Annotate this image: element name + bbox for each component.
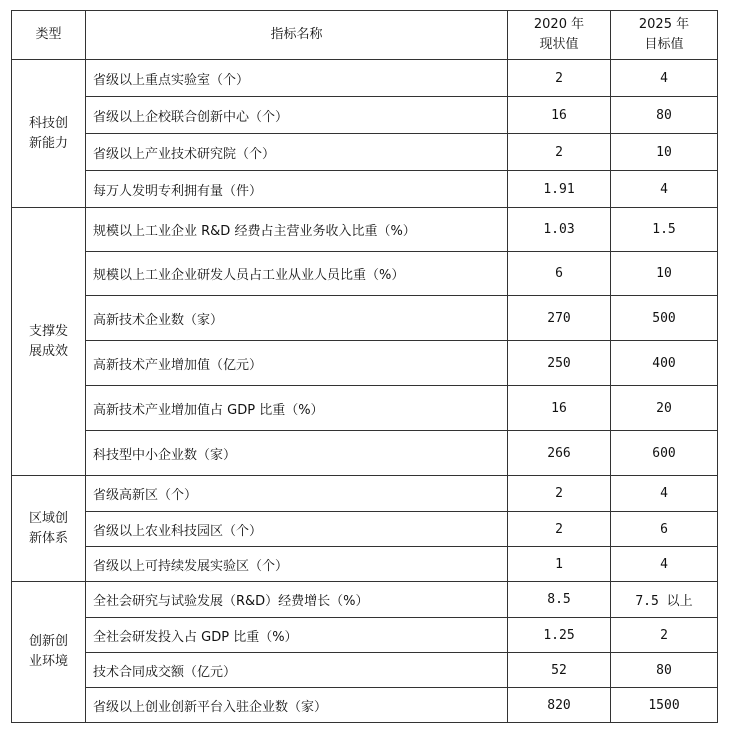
value-2025: 10 (611, 252, 718, 296)
value-2020: 16 (508, 386, 611, 431)
table-row (12, 386, 718, 431)
indicator-name: 高新技术企业数（家） (86, 296, 508, 341)
category-label-line1: 科技创 (28, 115, 68, 131)
value-2020: 820 (508, 688, 611, 723)
indicator-name: 省级以上产业技术研究院（个） (86, 134, 508, 171)
indicator-table (11, 10, 718, 723)
value-2025: 600 (611, 431, 718, 476)
indicator-name: 规模以上工业企业研发人员占工业从业人员比重（%） (86, 252, 508, 296)
table-row (12, 476, 718, 512)
value-2020: 1.91 (508, 171, 611, 208)
indicator-name: 省级以上可持续发展实验区（个） (86, 547, 508, 582)
value-2025: 80 (611, 653, 718, 688)
table-row (12, 134, 718, 171)
value-2025: 4 (611, 547, 718, 582)
header-2025-label: 目标值 (644, 37, 684, 52)
table-row (12, 431, 718, 476)
value-2025: 4 (611, 171, 718, 208)
category-cell (12, 208, 86, 476)
value-2020: 2 (508, 60, 611, 97)
value-2025: 7.5 以上 (611, 582, 718, 618)
value-2025: 400 (611, 341, 718, 386)
table-row (12, 547, 718, 582)
category-label-line1: 区域创 (28, 510, 68, 526)
value-2020: 2 (508, 476, 611, 512)
header-2020-label: 现状值 (539, 37, 579, 52)
value-2020: 270 (508, 296, 611, 341)
indicator-name: 科技型中小企业数（家） (86, 431, 508, 476)
indicator-name: 省级以上农业科技园区（个） (86, 512, 508, 547)
category-cell (12, 476, 86, 582)
category-cell (12, 582, 86, 723)
indicator-name: 全社会研发投入占 GDP 比重（%） (86, 618, 508, 653)
table-row (12, 60, 718, 97)
table-header-row (12, 11, 718, 60)
value-2025: 80 (611, 97, 718, 134)
value-2020: 1.25 (508, 618, 611, 653)
header-2020 (508, 11, 611, 60)
table-row (12, 296, 718, 341)
value-2020: 250 (508, 341, 611, 386)
table-row (12, 97, 718, 134)
indicator-name: 省级高新区（个） (86, 476, 508, 512)
value-2020: 2 (508, 134, 611, 171)
table-row (12, 582, 718, 618)
value-2025: 4 (611, 60, 718, 97)
indicator-name: 省级以上创业创新平台入驻企业数（家） (86, 688, 508, 723)
value-2025: 6 (611, 512, 718, 547)
category-label-line1: 支撑发 (28, 323, 68, 339)
table-row (12, 688, 718, 723)
value-2025: 20 (611, 386, 718, 431)
indicator-name: 技术合同成交额（亿元） (86, 653, 508, 688)
header-2025 (611, 11, 718, 60)
table-row (12, 341, 718, 386)
value-2025: 10 (611, 134, 718, 171)
category-label-line2: 新能力 (28, 135, 68, 151)
category-cell (12, 60, 86, 208)
indicator-name: 高新技术产业增加值（亿元） (86, 341, 508, 386)
indicator-name: 全社会研究与试验发展（R&D）经费增长（%） (86, 582, 508, 618)
table-row (12, 252, 718, 296)
header-2020-year: 2020 年 (533, 17, 585, 32)
value-2020: 16 (508, 97, 611, 134)
table-row (12, 171, 718, 208)
value-2025: 1500 (611, 688, 718, 723)
value-2020: 1 (508, 547, 611, 582)
value-2025: 4 (611, 476, 718, 512)
header-indicator-name: 指标名称 (86, 11, 508, 60)
category-label-line2: 展成效 (28, 343, 68, 359)
indicator-name: 省级以上企校联合创新中心（个） (86, 97, 508, 134)
table-row (12, 512, 718, 547)
value-2025: 1.5 (611, 208, 718, 252)
indicator-name: 每万人发明专利拥有量（件） (86, 171, 508, 208)
table-row (12, 208, 718, 252)
category-label-line2: 业环境 (28, 654, 68, 669)
table-row (12, 618, 718, 653)
value-2025: 500 (611, 296, 718, 341)
value-2020: 1.03 (508, 208, 611, 252)
table-row (12, 653, 718, 688)
category-label-line1: 创新创 (28, 634, 68, 649)
indicator-name: 规模以上工业企业 R&D 经费占主营业务收入比重（%） (86, 208, 508, 252)
value-2020: 8.5 (508, 582, 611, 618)
value-2025: 2 (611, 618, 718, 653)
indicator-name: 省级以上重点实验室（个） (86, 60, 508, 97)
value-2020: 2 (508, 512, 611, 547)
value-2020: 52 (508, 653, 611, 688)
header-type: 类型 (12, 11, 86, 60)
header-2025-year: 2025 年 (638, 17, 690, 32)
category-label-line2: 新体系 (28, 530, 68, 546)
indicator-name: 高新技术产业增加值占 GDP 比重（%） (86, 386, 508, 431)
value-2020: 6 (508, 252, 611, 296)
value-2020: 266 (508, 431, 611, 476)
